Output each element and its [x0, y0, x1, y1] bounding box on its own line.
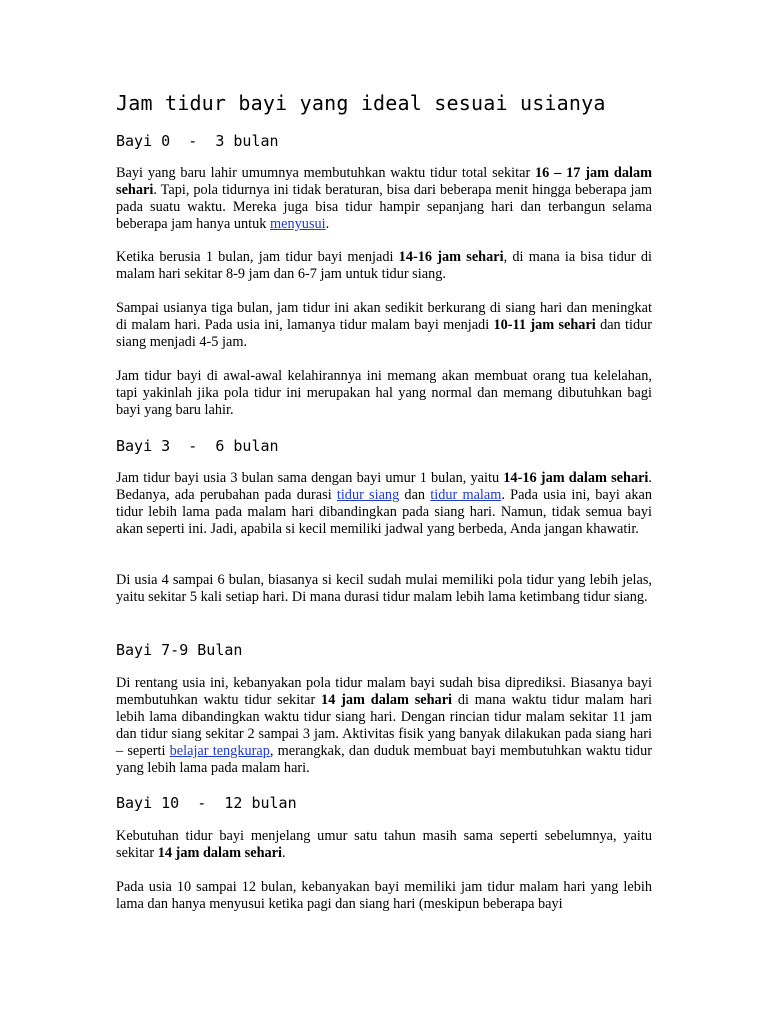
paragraph: Jam tidur bayi di awal-awal kelahirannya ini memang akan membuat orang tua kelelahan, tapi yakinlah jika pola tidur ini merupakan hal yang normal dan memang dibutuhkan bagi bayi yang baru lahir. — [116, 368, 652, 418]
section-heading-bayi-7-9: Bayi 7-9 Bulan — [116, 641, 243, 659]
link-belajar-tengkurap[interactable]: belajar tengkurap — [169, 743, 270, 759]
paragraph: Pada usia 10 sampai 12 bulan, kebanyakan bayi memiliki jam tidur malam hari yang lebih lama dan hanya menyusui ketika pagi dan siang hari (meskipun beberapa bayi — [116, 879, 652, 912]
paragraph: Kebutuhan tidur bayi menjelang umur satu tahun masih sama seperti sebelumnya, yaitu sekitar 14 jam dalam sehari. — [116, 828, 652, 861]
section-heading-bayi-3-6: Bayi 3 - 6 bulan — [116, 437, 279, 455]
link-menyusui[interactable]: menyusui — [270, 216, 326, 232]
paragraph: Sampai usianya tiga bulan, jam tidur ini akan sedikit berkurang di siang hari dan meningkat di malam hari. Pada usia ini, lamanya tidur malam bayi menjadi 10-11 jam sehari dan tidur siang menjadi 4-5 jam. — [116, 300, 652, 350]
section-heading-bayi-0-3: Bayi 0 - 3 bulan — [116, 132, 279, 150]
link-tidur-malam[interactable]: tidur malam — [430, 487, 502, 503]
paragraph: Ketika berusia 1 bulan, jam tidur bayi menjadi 14-16 jam sehari, di mana ia bisa tidur di malam hari sekitar 8-9 jam dan 6-7 jam untuk tidur siang. — [116, 249, 652, 282]
link-tidur-siang[interactable]: tidur siang — [336, 487, 400, 503]
paragraph: Di rentang usia ini, kebanyakan pola tidur malam bayi sudah bisa diprediksi. Biasanya bayi membutuhkan waktu tidur sekitar 14 jam dalam sehari di mana waktu tidur malam hari lebih lama dibandingkan waktu tidur siang hari. Dengan rincian tidur malam sekitar 11 jam dan tidur siang sekitar 2 sampai 3 jam. Aktivitas fisik yang banyak dilakukan pada siang hari – seperti belajar tengkurap, merangkak, dan duduk membuat bayi membutuhkan waktu tidur yang lebih lama pada malam hari. — [116, 675, 652, 776]
paragraph: Di usia 4 sampai 6 bulan, biasanya si kecil sudah mulai memiliki pola tidur yang lebih jelas, yaitu sekitar 5 kali setiap hari. Di mana durasi tidur malam lebih lama ketimbang tidur siang. — [116, 572, 652, 605]
page-title: Jam tidur bayi yang ideal sesuai usianya — [116, 91, 606, 115]
paragraph: Bayi yang baru lahir umumnya membutuhkan waktu tidur total sekitar 16 – 17 jam dalam sehari. Tapi, pola tidurnya ini tidak beraturan, bisa dari beberapa menit hingga beberapa jam pada suatu waktu. Mereka juga bisa tidur hampir sepanjang hari dan terbangun selama beberapa jam hanya untuk menyusui. — [116, 165, 652, 232]
section-heading-bayi-10-12: Bayi 10 - 12 bulan — [116, 794, 297, 812]
paragraph: Jam tidur bayi usia 3 bulan sama dengan bayi umur 1 bulan, yaitu 14-16 jam dalam sehari. Bedanya, ada perubahan pada durasi tidur siang dan tidur malam. Pada usia ini, bayi akan tidur lebih lama pada malam hari dibandingkan pada siang hari. Namun, tidak semua bayi akan seperti ini. Jadi, apabila si kecil memiliki jadwal yang berbeda, Anda jangan khawatir. — [116, 470, 652, 537]
